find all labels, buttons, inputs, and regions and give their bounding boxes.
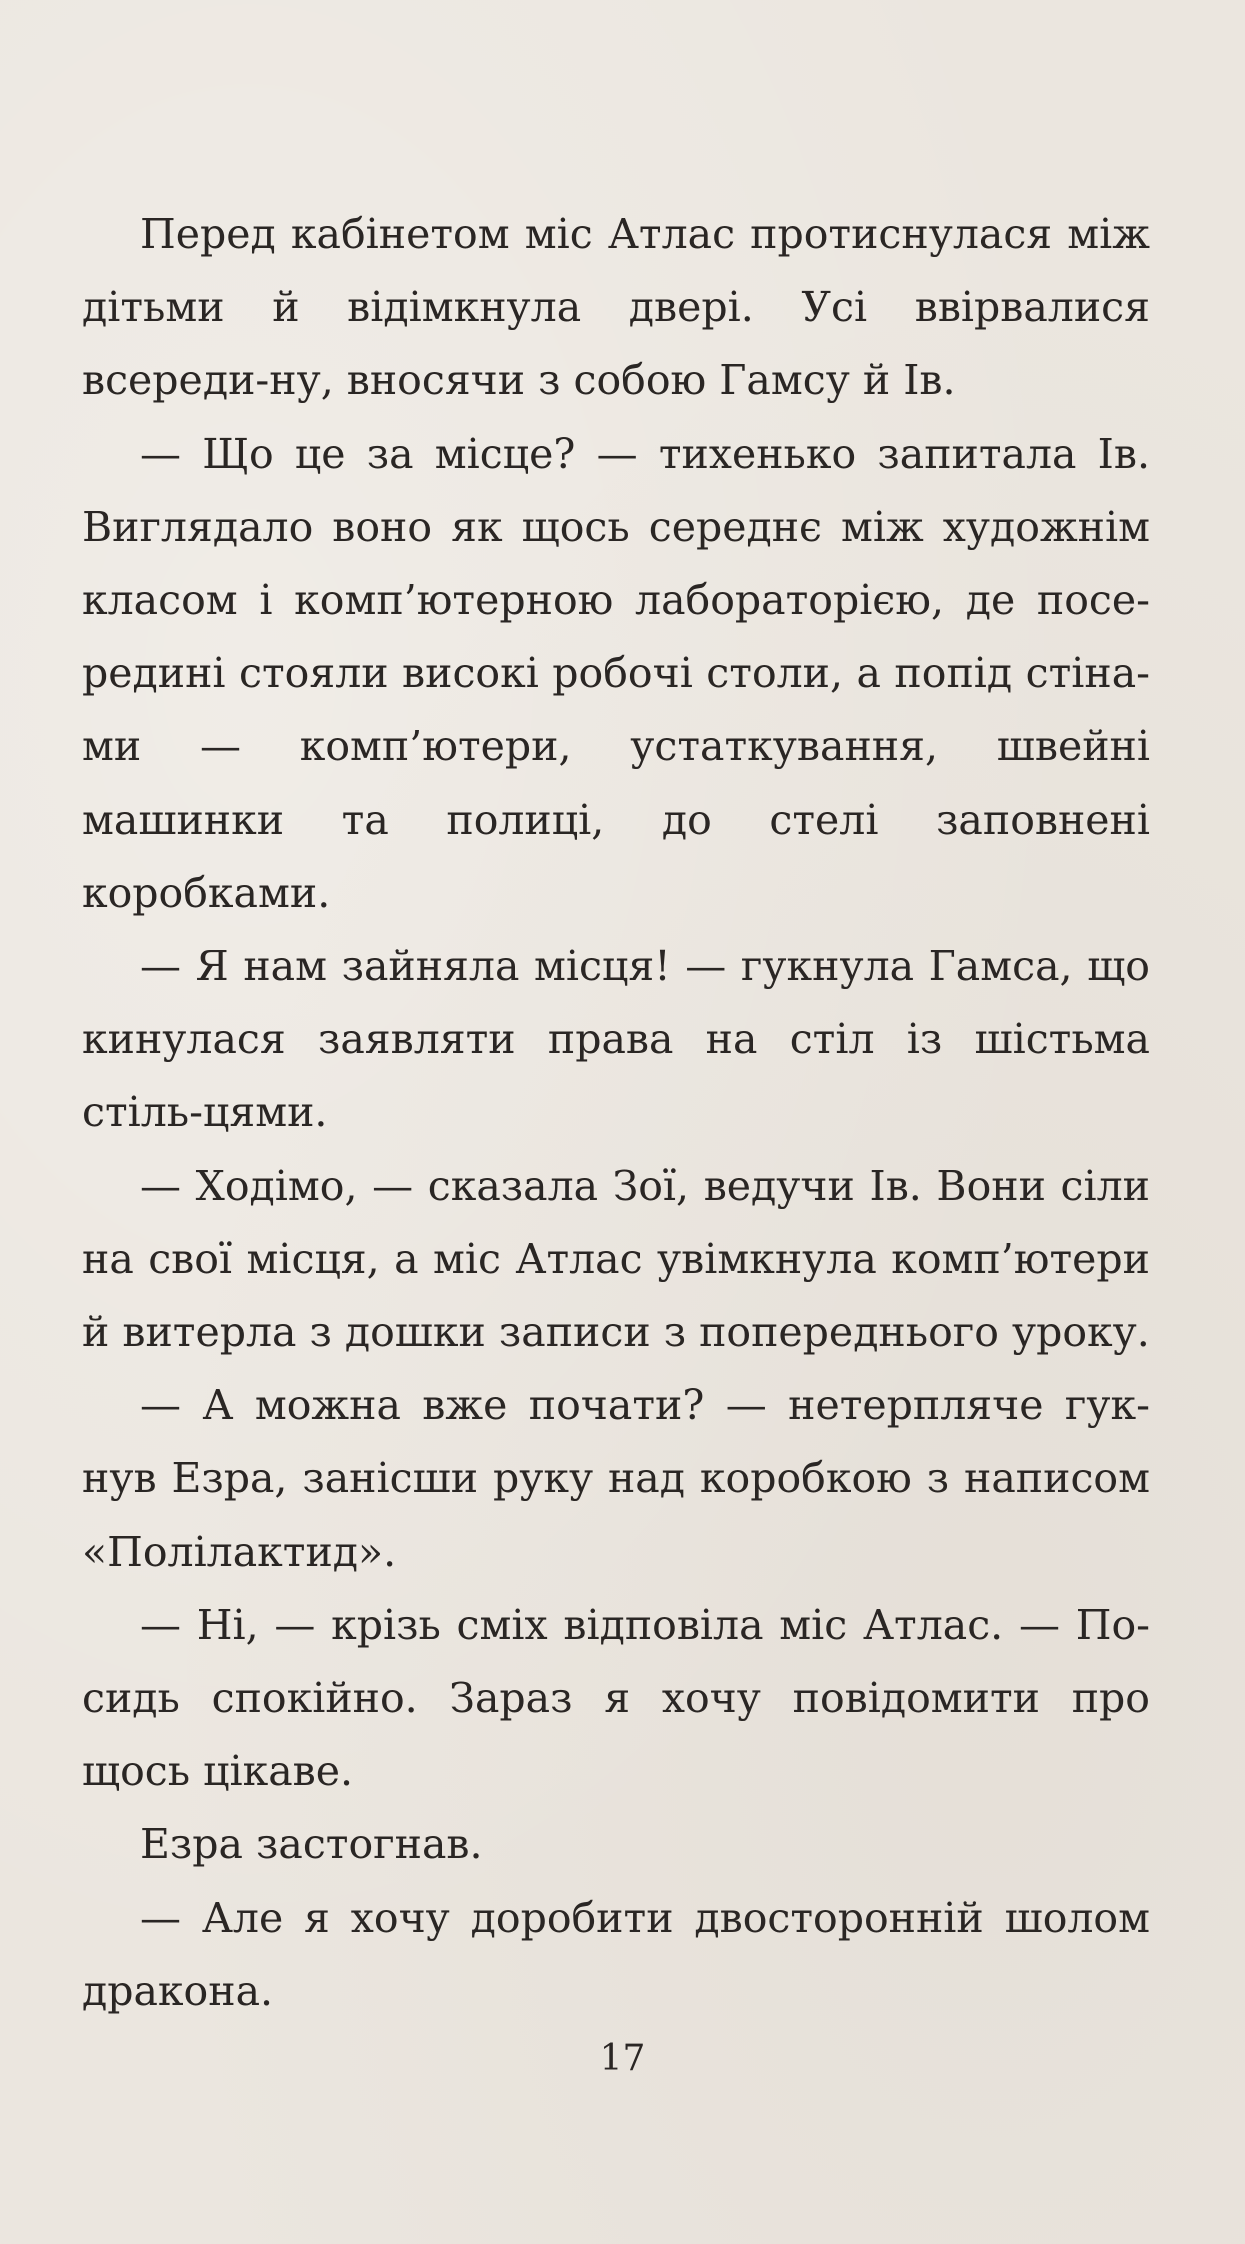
paragraph: Перед кабінетом міс Атлас протиснулася між дітьми й відімкнула двері. Усі ввірвалися всереди-ну, вносячи з собою Гамсу й Ів. [82,210,1150,405]
body-text [82,198,1150,2028]
page-number: 17 [599,2038,646,2079]
paragraph: Езра застогнав. [140,1820,483,1869]
paragraph: — Ні, — крізь сміх відповіла міс Атлас. — По-сидь спокійно. Зараз я хочу повідомити про щось цікаве. [82,1600,1150,1796]
paragraph: — Але я хочу доробити двосторонній шолом дракона. [82,1893,1150,2015]
paragraph: — А можна вже почати? — нетерпляче гук-нув Езра, занісши руку над коробкою з написом «Полілактид». [82,1381,1150,1576]
paragraph: — Що це за місце? — тихенько запитала Ів. Виглядало воно як щось середнє між художнім класом і комп’ютерною лабораторією, де посе-редині стояли високі робочі столи, а попід стіна-ми — комп’ютери, устаткування, швейні машинки та полиці, до стелі заповнені коробками. [82,429,1150,917]
paragraph: — Я нам зайняла місця! — гукнула Гамса, що кинулася заявляти права на стіл із шістьма стіль-цями. [82,942,1150,1137]
paragraph: — Ходімо, — сказала Зої, ведучи Ів. Вони сіли на свої місця, а міс Атлас увімкнула комп’ютери й витерла з дошки записи з попереднього уроку. [82,1161,1150,1357]
